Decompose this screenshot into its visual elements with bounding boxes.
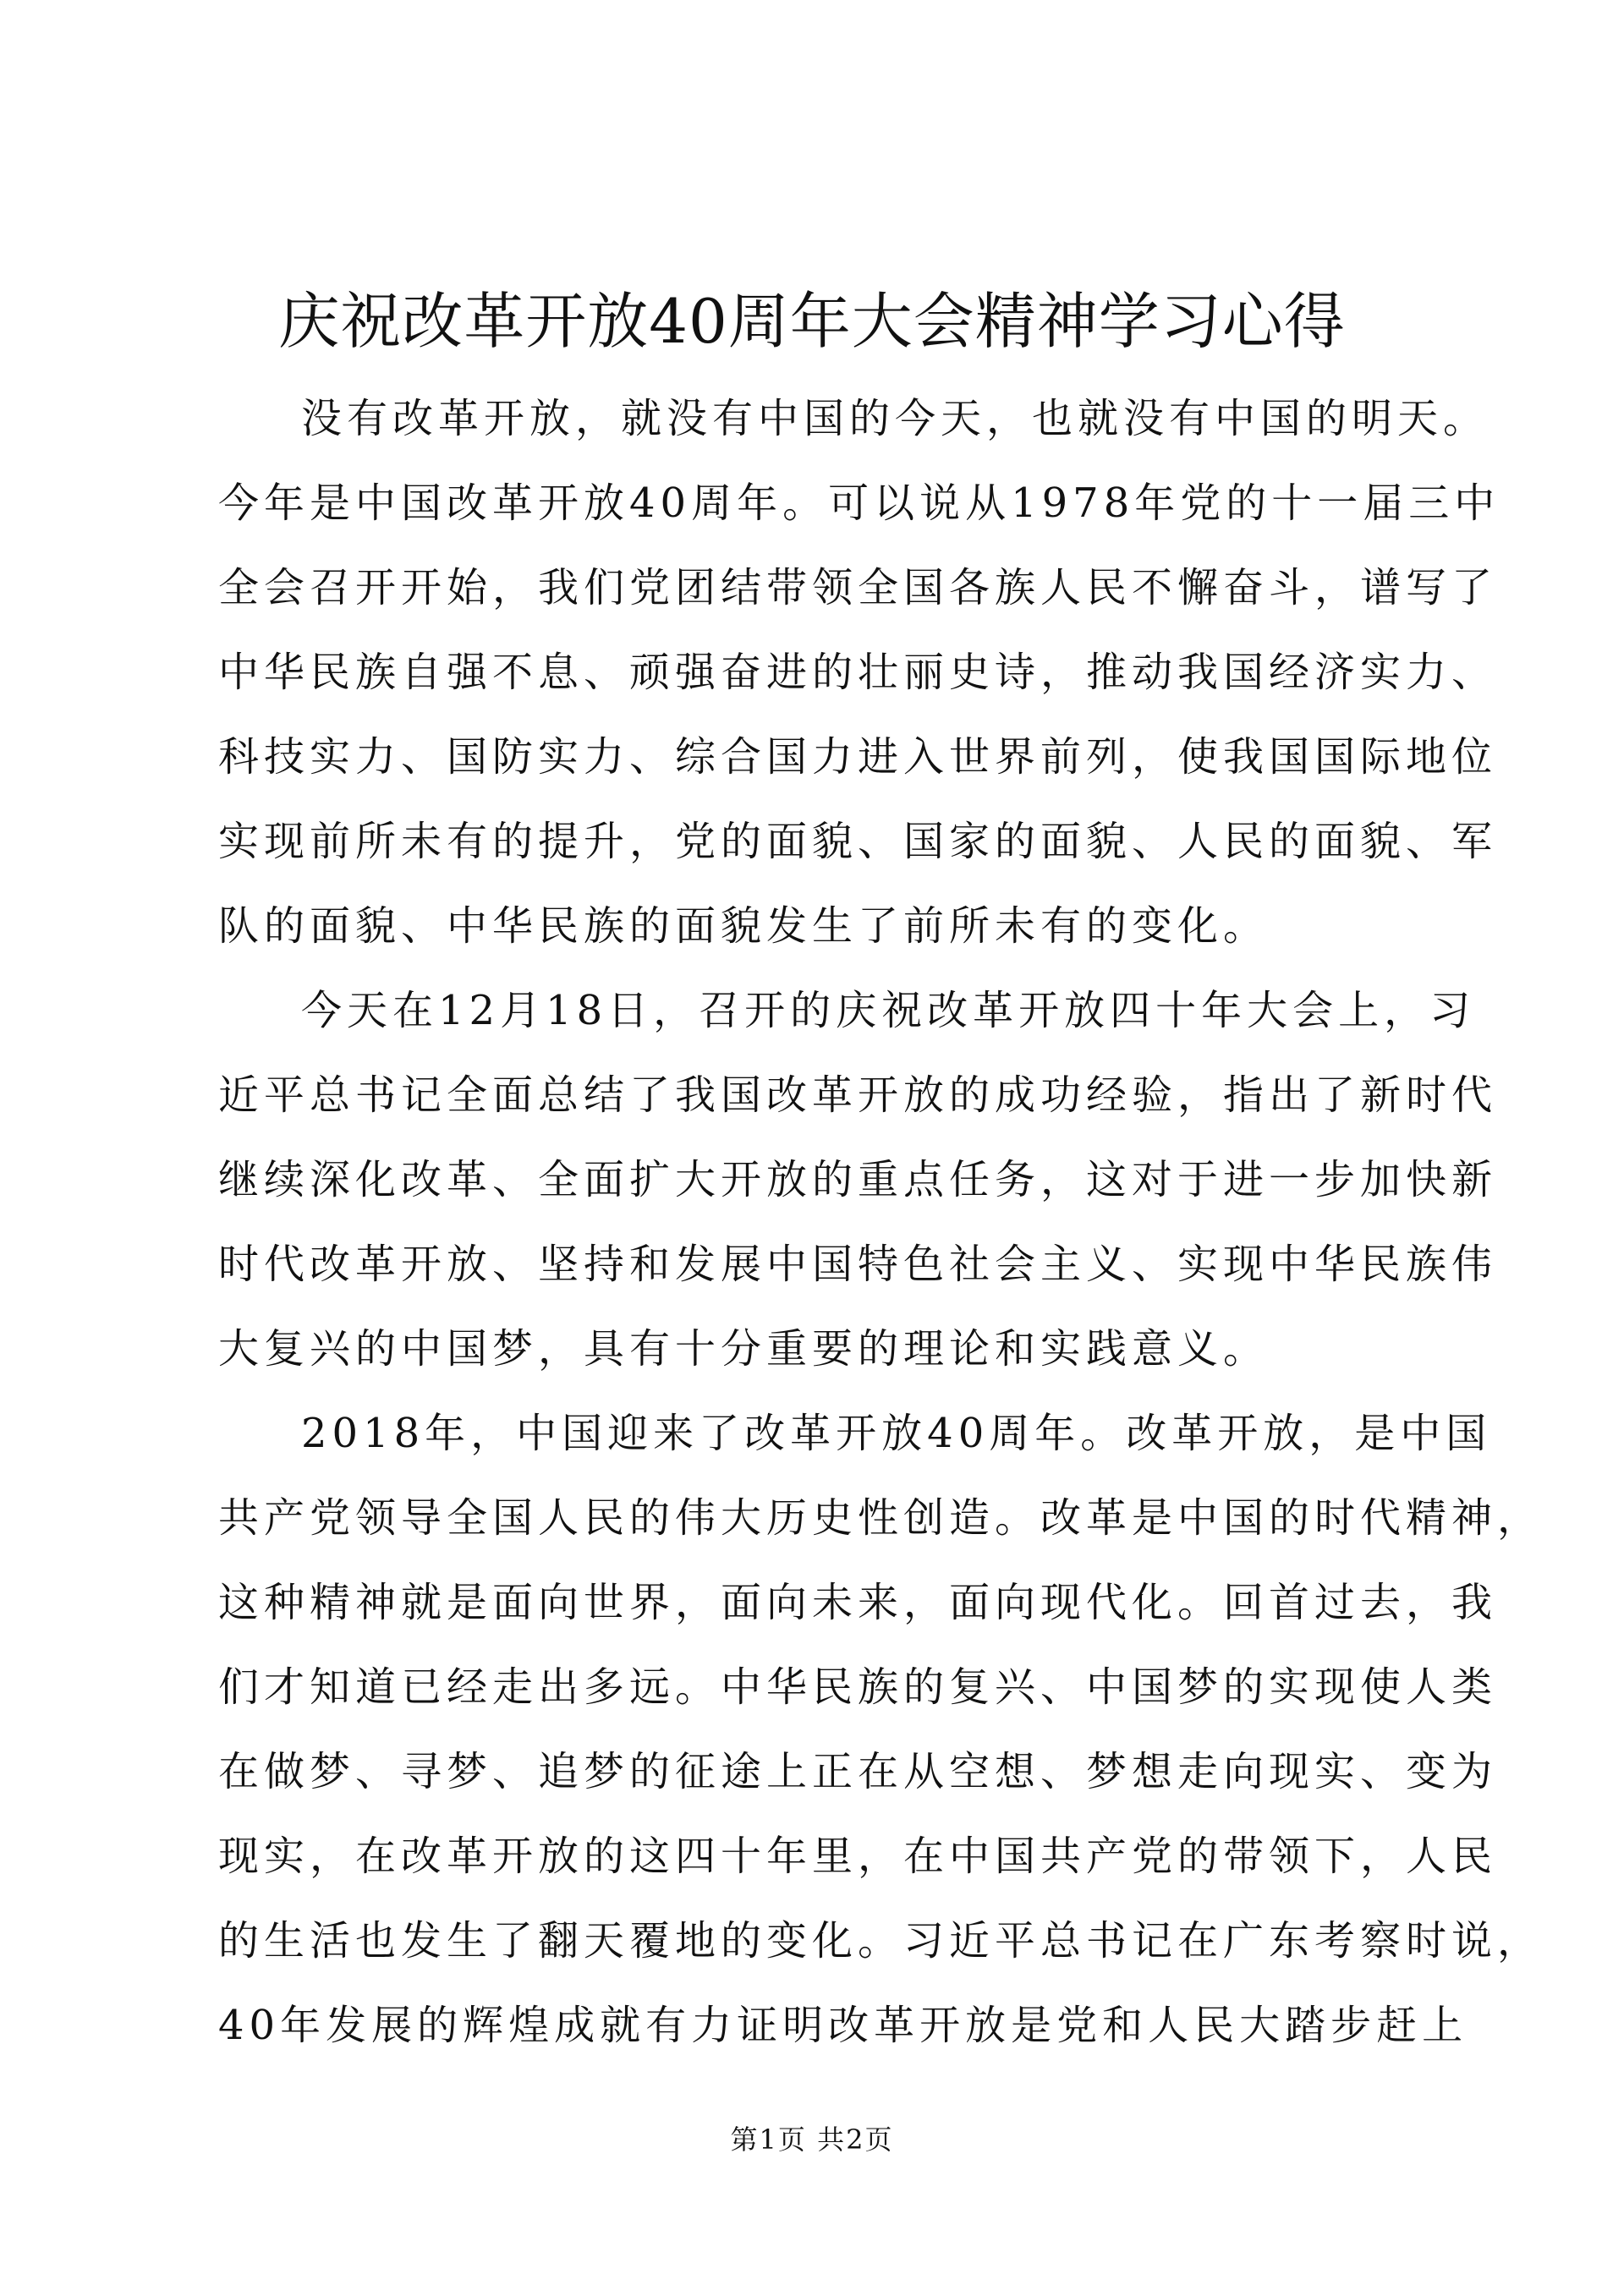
text-line: 今年是中国改革开放40周年。可以说从1978年党的十一届三中 xyxy=(218,479,1501,527)
text-line: 没有改革开放，就没有中国的今天，也就没有中国的明天。 xyxy=(301,395,1490,442)
paragraph-2 xyxy=(218,968,1498,1391)
text-line: 2018年，中国迎来了改革开放40周年。改革开放，是中国 xyxy=(301,1410,1492,1457)
document-body xyxy=(218,376,1544,2068)
text-line: 全会召开开始，我们党团结带领全国各族人民不懈奋斗，谱写了 xyxy=(218,564,1498,611)
text-line: 今天在12月18日，召开的庆祝改革开放四十年大会上，习 xyxy=(301,987,1476,1034)
text-line: 实现前所未有的提升，党的面貌、国家的面貌、人民的面貌、军 xyxy=(218,818,1498,865)
text-line: 队的面貌、中华民族的面貌发生了前所未有的变化。 xyxy=(218,902,1270,950)
text-line: 科技实力、国防实力、综合国力进入世界前列，使我国国际地位 xyxy=(218,733,1498,781)
text-line: 中华民族自强不息、顽强奋进的壮丽史诗，推动我国经济实力、 xyxy=(218,649,1498,696)
text-line: 时代改革开放、坚持和发展中国特色社会主义、实现中华民族伟 xyxy=(218,1241,1498,1288)
page-number-footer: 第1页 共2页 xyxy=(730,2123,894,2156)
paragraph-1 xyxy=(218,376,1501,968)
document-title: 庆祝改革开放40周年大会精神学习心得 xyxy=(278,286,1346,357)
text-line: 共产党领导全国人民的伟大历史性创造。改革是中国的时代精神， xyxy=(218,1494,1544,1542)
text-line: 40年发展的辉煌成就有力证明改革开放是党和人民大踏步赶上 xyxy=(218,2002,1468,2049)
paragraph-3 xyxy=(218,1391,1544,2068)
text-line: 在做梦、寻梦、追梦的征途上正在从空想、梦想走向现实、变为 xyxy=(218,1748,1498,1795)
text-line: 这种精神就是面向世界，面向未来，面向现代化。回首过去，我 xyxy=(218,1579,1498,1626)
text-line: 现实，在改革开放的这四十年里，在中国共产党的带领下，人民 xyxy=(218,1833,1498,1880)
text-line: 们才知道已经走出多远。中华民族的复兴、中国梦的实现使人类 xyxy=(218,1663,1498,1711)
text-line: 继续深化改革、全面扩大开放的重点任务，这对于进一步加快新 xyxy=(218,1156,1498,1203)
text-line: 近平总书记全面总结了我国改革开放的成功经验，指出了新时代 xyxy=(218,1071,1498,1119)
text-line: 的生活也发生了翻天覆地的变化。习近平总书记在广东考察时说， xyxy=(218,1917,1544,1964)
text-line: 大复兴的中国梦，具有十分重要的理论和实践意义。 xyxy=(218,1325,1270,1373)
